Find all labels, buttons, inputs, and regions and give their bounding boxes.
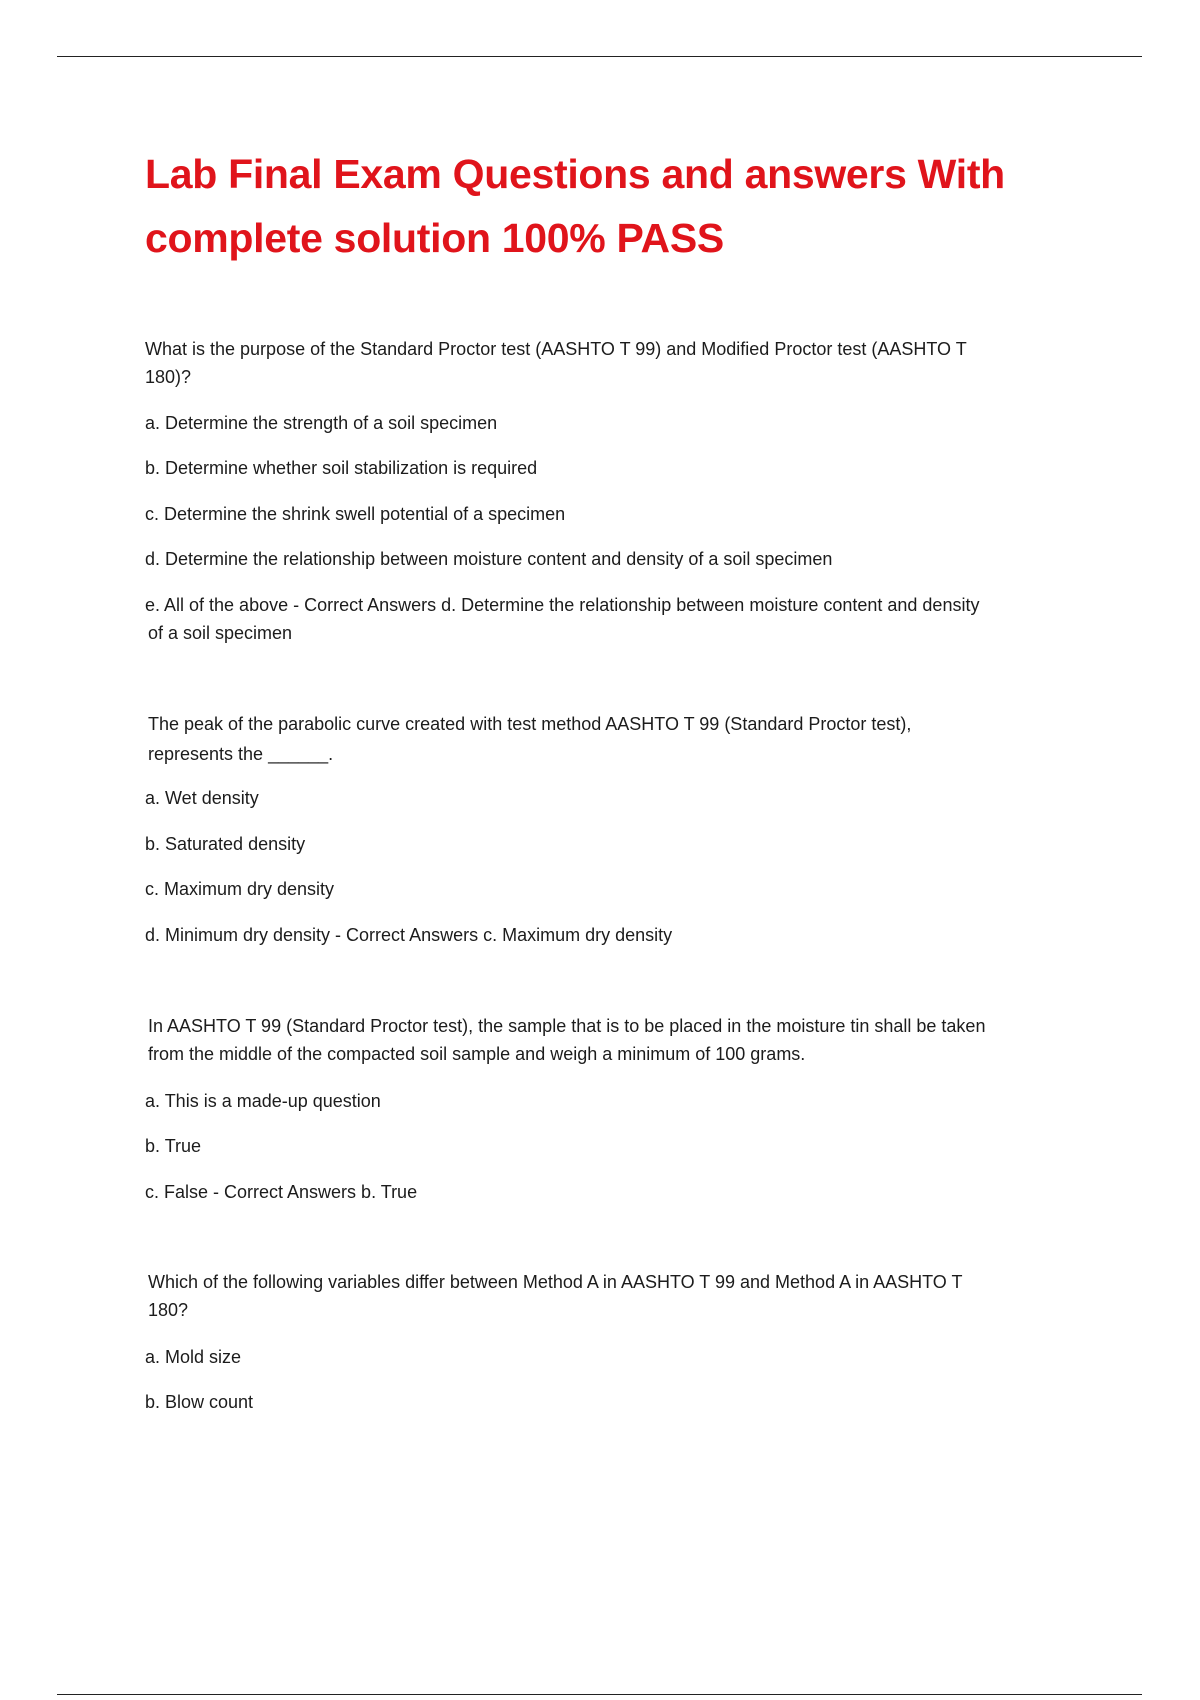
question-1-option-a: a. Determine the strength of a soil specimen — [145, 413, 498, 433]
question-2-option-c: c. Maximum dry density — [145, 879, 335, 899]
question-1-option-c: c. Determine the shrink swell potential of a specimen — [145, 504, 566, 524]
bottom-rule — [57, 1694, 1142, 1695]
question-2-prompt-line-1: The peak of the parabolic curve created with test method AASHTO T 99 (Standard Proctor test), — [148, 714, 912, 734]
question-4-prompt-line-2: 180? — [148, 1300, 189, 1320]
question-3-option-c-answer: c. False - Correct Answers b. True — [145, 1182, 418, 1202]
question-4-prompt-line-1: Which of the following variables differ between Method A in AASHTO T 99 and Method A in AASHTO T — [148, 1272, 963, 1292]
question-4-option-b: b. Blow count — [145, 1392, 254, 1412]
title-line-1: Lab Final Exam Questions and answers With — [145, 151, 1005, 197]
question-1-option-d: d. Determine the relationship between moisture content and density of a soil specimen — [145, 549, 833, 569]
question-2-option-d-answer: d. Minimum dry density - Correct Answers c. Maximum dry density — [145, 925, 673, 945]
top-rule — [57, 56, 1142, 57]
question-1-option-b: b. Determine whether soil stabilization is required — [145, 458, 538, 478]
question-3-prompt-line-2: from the middle of the compacted soil sample and weigh a minimum of 100 grams. — [148, 1044, 806, 1064]
question-1-option-e-answer: e. All of the above - Correct Answers d. Determine the relationship between moisture content and density — [145, 595, 980, 615]
document-title — [145, 142, 1105, 270]
question-2-prompt-line-2: represents the ______. — [148, 744, 334, 764]
question-3-prompt-line-1: In AASHTO T 99 (Standard Proctor test), the sample that is to be placed in the moisture tin shall be taken — [148, 1016, 986, 1036]
question-2-option-a: a. Wet density — [145, 788, 259, 808]
question-1-prompt-line-2: 180)? — [145, 367, 192, 387]
question-1-answer-continuation: of a soil specimen — [148, 623, 293, 643]
title-line-2: complete solution 100% PASS — [145, 215, 724, 261]
question-1-prompt-line-1: What is the purpose of the Standard Proctor test (AASHTO T 99) and Modified Proctor test (AASHTO T — [145, 339, 967, 359]
question-4-option-a: a. Mold size — [145, 1347, 242, 1367]
question-2-option-b: b. Saturated density — [145, 834, 306, 854]
question-3-option-a: a. This is a made-up question — [145, 1091, 381, 1111]
question-3-option-b: b. True — [145, 1136, 202, 1156]
